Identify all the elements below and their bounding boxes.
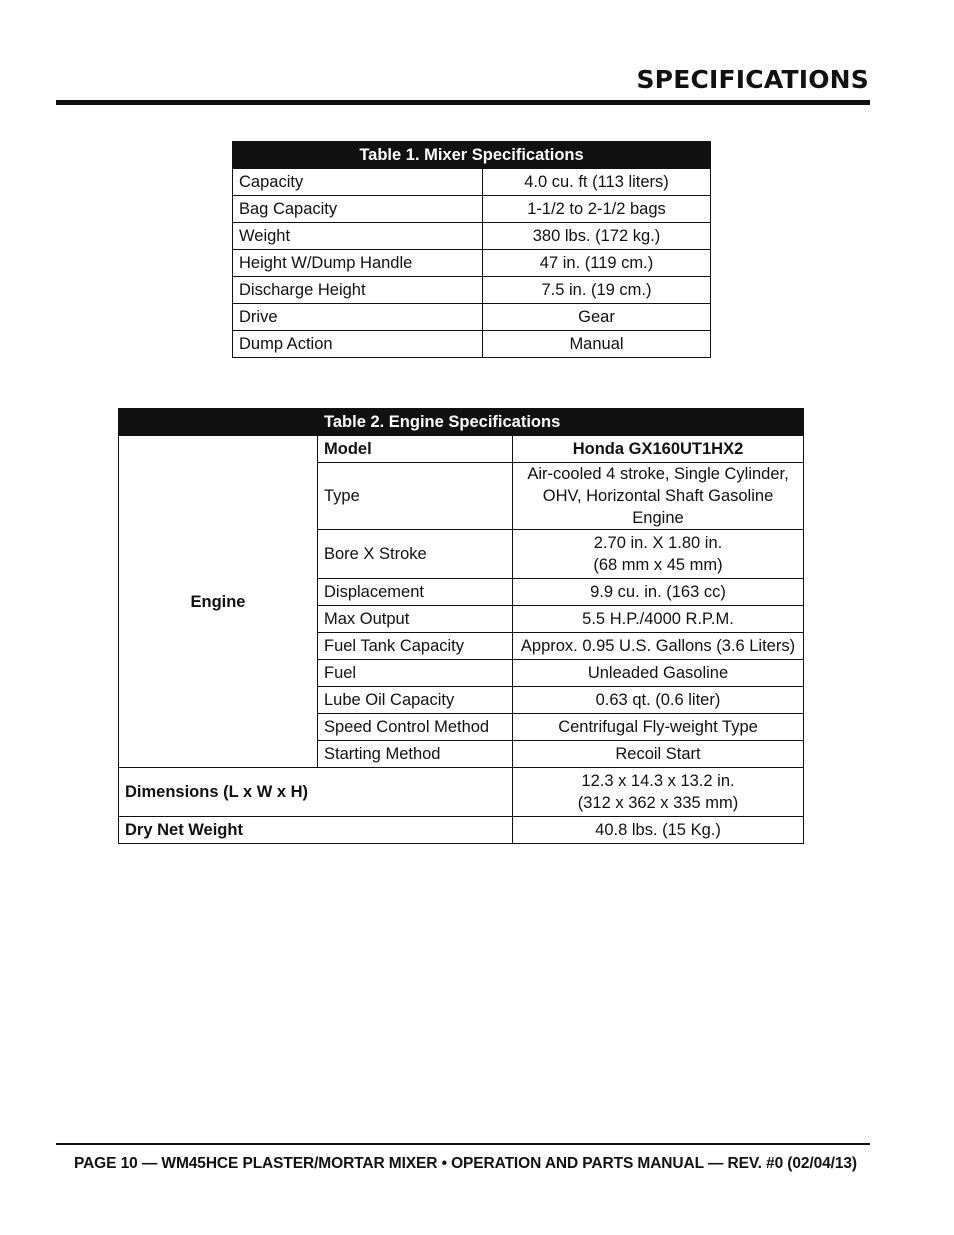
spec-value xyxy=(513,633,804,660)
spec-label: Starting Method xyxy=(318,741,513,768)
spec-value-line: Air-cooled 4 stroke, Single Cylinder, xyxy=(527,465,789,483)
spec-label: Fuel xyxy=(318,660,513,687)
footer-divider xyxy=(56,1143,870,1145)
spec-value-line: OHV, Horizontal Shaft Gasoline Engine xyxy=(542,487,774,527)
table-row xyxy=(233,250,711,277)
spec-value: 7.5 in. (19 cm.) xyxy=(483,277,711,304)
spec-label: Weight xyxy=(233,223,483,250)
spec-value-line: 12.3 x 14.3 x 13.2 in. xyxy=(581,772,735,790)
spec-label: Fuel Tank Capacity xyxy=(318,633,513,660)
table1-caption: Table 1. Mixer Specifications xyxy=(233,142,711,169)
spec-label: Bore X Stroke xyxy=(318,530,513,579)
table-row xyxy=(233,196,711,223)
page-footer: PAGE 10 — WM45HCE PLASTER/MORTAR MIXER • OPERATION AND PARTS MANUAL — REV. #0 (02/04/13) xyxy=(74,1155,857,1172)
header-divider xyxy=(56,100,870,105)
table-row xyxy=(119,436,804,463)
table2-caption: Table 2. Engine Specifications xyxy=(119,409,804,436)
spec-value: 4.0 cu. ft (113 liters) xyxy=(483,169,711,196)
spec-label: Capacity xyxy=(233,169,483,196)
table-row xyxy=(233,169,711,196)
spec-label: Height W/Dump Handle xyxy=(233,250,483,277)
table-row xyxy=(233,304,711,331)
spec-value-line: 5.5 H.P./4000 R.P.M. xyxy=(582,610,734,628)
spec-value-line: 9.9 cu. in. (163 cc) xyxy=(590,583,726,601)
spec-value xyxy=(513,530,804,579)
page-section-title: SPECIFICATIONS xyxy=(636,65,869,94)
table-caption-row xyxy=(233,142,711,169)
table-row xyxy=(119,817,804,844)
table-row xyxy=(233,223,711,250)
spec-value xyxy=(513,463,804,530)
spec-value xyxy=(513,660,804,687)
spec-value-line: 0.63 qt. (0.6 liter) xyxy=(595,691,721,709)
spec-value xyxy=(513,687,804,714)
mixer-specifications-table xyxy=(232,141,711,358)
spec-value xyxy=(513,741,804,768)
spec-label: Speed Control Method xyxy=(318,714,513,741)
dimensions-value xyxy=(513,768,804,817)
dry-net-weight-label: Dry Net Weight xyxy=(119,817,513,844)
spec-value-line: (68 mm x 45 mm) xyxy=(593,556,723,574)
spec-value: Manual xyxy=(483,331,711,358)
spec-value-line: Honda GX160UT1HX2 xyxy=(572,440,744,458)
spec-value-line: (312 x 362 x 335 mm) xyxy=(577,794,739,812)
spec-value-line: Centrifugal Fly-weight Type xyxy=(558,718,758,736)
spec-value: 1-1/2 to 2-1/2 bags xyxy=(483,196,711,223)
table-row xyxy=(119,768,804,817)
dimensions-label: Dimensions (L x W x H) xyxy=(119,768,513,817)
spec-label: Type xyxy=(318,463,513,530)
engine-group-label: Engine xyxy=(119,436,318,768)
spec-label: Bag Capacity xyxy=(233,196,483,223)
table-caption-row xyxy=(119,409,804,436)
spec-value: 47 in. (119 cm.) xyxy=(483,250,711,277)
spec-label: Lube Oil Capacity xyxy=(318,687,513,714)
table-row xyxy=(233,331,711,358)
spec-value xyxy=(513,436,804,463)
spec-value: 380 lbs. (172 kg.) xyxy=(483,223,711,250)
spec-label: Displacement xyxy=(318,579,513,606)
spec-value-line: 2.70 in. X 1.80 in. xyxy=(593,534,723,552)
spec-value xyxy=(513,714,804,741)
spec-label: Model xyxy=(318,436,513,463)
spec-value-line: Unleaded Gasoline xyxy=(587,664,729,682)
spec-label: Drive xyxy=(233,304,483,331)
spec-value: Gear xyxy=(483,304,711,331)
spec-value-line: Approx. 0.95 U.S. Gallons (3.6 Liters) xyxy=(520,637,796,655)
engine-specifications-table xyxy=(118,408,804,844)
spec-label: Max Output xyxy=(318,606,513,633)
spec-value xyxy=(513,606,804,633)
spec-label: Dump Action xyxy=(233,331,483,358)
table-row xyxy=(233,277,711,304)
dry-net-weight-value: 40.8 lbs. (15 Kg.) xyxy=(513,817,804,844)
spec-label: Discharge Height xyxy=(233,277,483,304)
spec-value xyxy=(513,579,804,606)
spec-value-line: Recoil Start xyxy=(615,745,701,763)
